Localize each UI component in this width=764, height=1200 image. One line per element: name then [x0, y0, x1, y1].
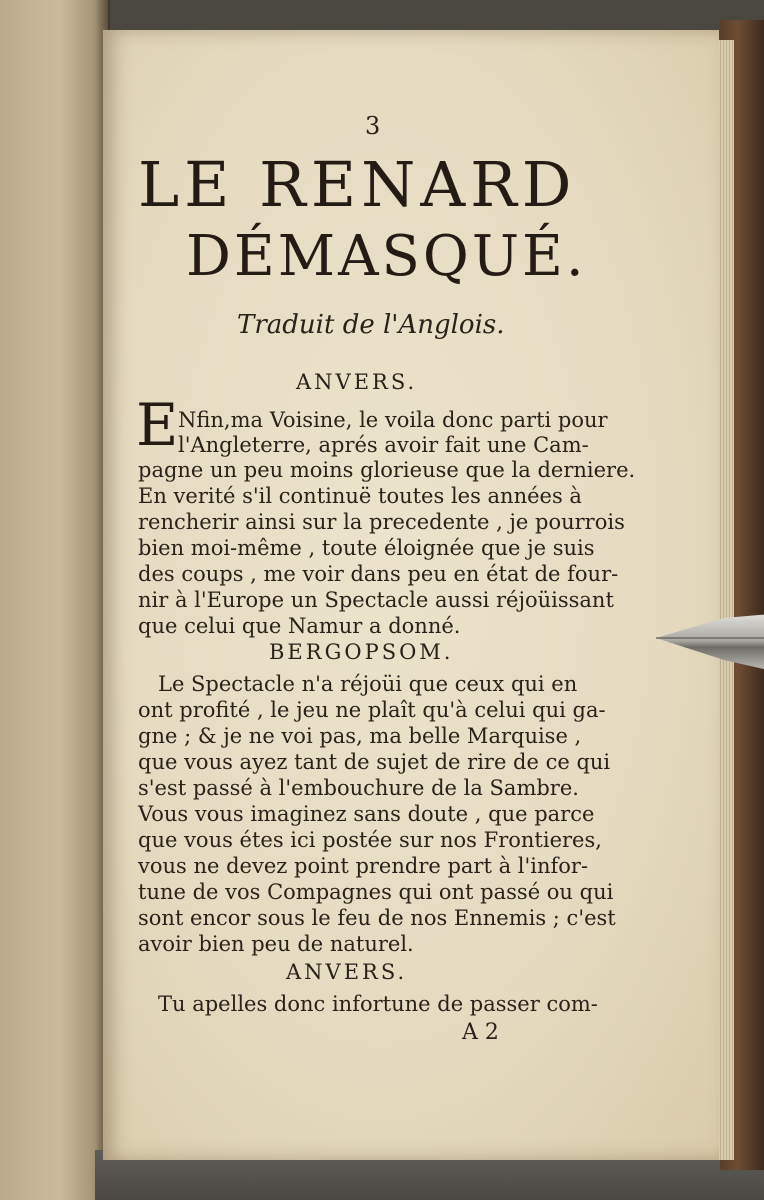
signature-mark: A 2: [462, 1020, 499, 1045]
text-line: rencherir ainsi sur la precedente , je pourrois: [138, 510, 625, 534]
text-line: gne ; & je ne voi pas, ma belle Marquise ,: [138, 724, 582, 748]
text-line: l'Angleterre, aprés avoir fait une Cam-: [178, 433, 589, 457]
text-line: bien moi-même , toute éloignée que je suis: [138, 536, 595, 560]
title-line-1: LE RENARD: [138, 148, 577, 221]
speaker-heading: ANVERS.: [286, 960, 408, 984]
letter-opener-blade: [654, 612, 764, 676]
text-line: En verité s'il continuë toutes les années à: [138, 484, 582, 508]
text-line: que vous ayez tant de sujet de rire de ce qui: [138, 750, 611, 774]
text-line: Nfin,ma Voisine, le voila donc parti pour: [178, 408, 608, 432]
text-line: tune de vos Compagnes qui ont passé ou qui: [138, 880, 614, 904]
text-line: sont encor sous le feu de nos Ennemis ; c'est: [138, 906, 616, 930]
speaker-heading: ANVERS.: [296, 370, 418, 394]
text-line: que celui que Namur a donné.: [138, 614, 461, 638]
text-line: des coups , me voir dans peu en état de four-: [138, 562, 619, 586]
text-line: Le Spectacle n'a réjoüi que ceux qui en: [158, 672, 578, 696]
title-line-2: DÉMASQUÉ.: [186, 224, 587, 289]
text-line: Vous vous imaginez sans doute , que parce: [138, 802, 595, 826]
text-line: s'est passé à l'embouchure de la Sambre.: [138, 776, 579, 800]
left-facing-page: [0, 0, 108, 1200]
page-number: 3: [365, 112, 381, 140]
drop-cap: E: [136, 391, 179, 459]
text-line: pagne un peu moins glorieuse que la derniere.: [138, 458, 636, 482]
text-line: vous ne devez point prendre part à l'infor-: [138, 854, 589, 878]
text-line: ont profité , le jeu ne plaît qu'à celui qui ga-: [138, 698, 606, 722]
text-line: que vous étes ici postée sur nos Frontieres,: [138, 828, 602, 852]
subtitle: Traduit de l'Anglois.: [237, 310, 505, 340]
text-line: avoir bien peu de naturel.: [138, 932, 414, 956]
text-line: nir à l'Europe un Spectacle aussi réjoüissant: [138, 588, 614, 612]
text-line: Tu apelles donc infortune de passer com-: [158, 992, 598, 1016]
speaker-heading: BERGOPSOM.: [269, 640, 454, 664]
